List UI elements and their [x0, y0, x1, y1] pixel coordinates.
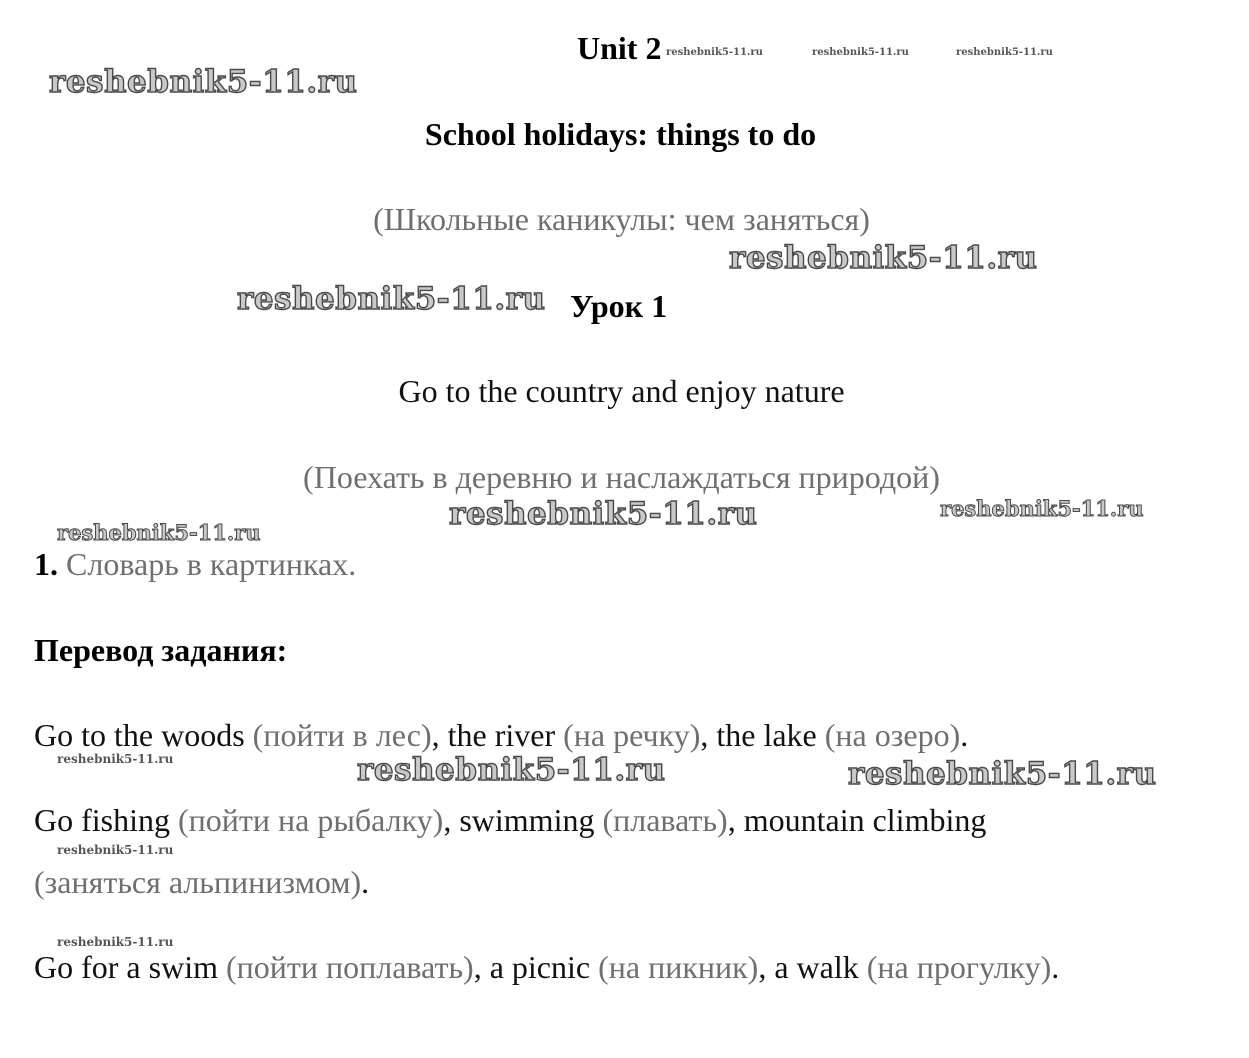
watermark: reshebnik5-11.ru [57, 843, 174, 857]
page-title: School holidays: things to do [424, 116, 817, 152]
translation-text: (пойти на рыбалку) [178, 802, 444, 838]
vocab-line-2 [34, 802, 986, 839]
translation-heading: Перевод задания: [34, 632, 288, 668]
lesson-topic-translation: (Поехать в деревню и наслаждаться природой) [303, 459, 940, 495]
english-text: . [1051, 949, 1060, 985]
task-heading [34, 546, 356, 583]
translation-text: (заняться альпинизмом) [34, 864, 362, 900]
english-text: , mountain climbing [727, 802, 987, 838]
watermark: reshebnik5-11.ru [666, 47, 763, 58]
watermark: reshebnik5-11.ru [729, 240, 1038, 276]
watermark: reshebnik5-11.ru [57, 935, 174, 949]
english-text: , a walk [758, 949, 867, 985]
english-text: Go fishing [34, 802, 178, 838]
watermark: reshebnik5-11.ru [357, 752, 666, 788]
watermark: reshebnik5-11.ru [812, 47, 909, 58]
unit-title: Unit 2 [577, 30, 662, 66]
watermark: reshebnik5-11.ru [956, 47, 1053, 58]
task-text: Словарь в картинках. [66, 546, 357, 582]
watermark: reshebnik5-11.ru [449, 496, 758, 532]
lesson-topic: Go to the country and enjoy nature [398, 373, 845, 409]
english-text: , a picnic [473, 949, 599, 985]
english-text: . [361, 864, 370, 900]
vocab-line-1 [34, 717, 968, 754]
translation-text: (плавать) [602, 802, 728, 838]
english-text: , the river [431, 717, 564, 753]
watermark: reshebnik5-11.ru [57, 520, 261, 545]
task-number: 1. [34, 546, 58, 582]
watermark: reshebnik5-11.ru [57, 752, 174, 766]
english-text: . [960, 717, 969, 753]
english-text: , the lake [700, 717, 825, 753]
page-title-translation: (Школьные каникулы: чем заняться) [373, 201, 870, 237]
translation-text: (на прогулку) [866, 949, 1052, 985]
translation-text: (на речку) [563, 717, 701, 753]
vocab-line-2-cont [34, 864, 369, 901]
english-text: , swimming [443, 802, 603, 838]
watermark: reshebnik5-11.ru [848, 756, 1157, 792]
translation-text: (на озеро) [824, 717, 961, 753]
vocab-line-3 [34, 949, 1059, 986]
translation-text: (пойти поплавать) [225, 949, 474, 985]
english-text: Go to the woods [34, 717, 253, 753]
watermark: reshebnik5-11.ru [49, 64, 358, 100]
translation-text: (пойти в лес) [252, 717, 432, 753]
lesson-title: Урок 1 [570, 288, 668, 324]
watermark: reshebnik5-11.ru [237, 281, 546, 317]
english-text: Go for a swim [34, 949, 226, 985]
translation-text: (на пикник) [598, 949, 759, 985]
watermark: reshebnik5-11.ru [940, 496, 1144, 521]
